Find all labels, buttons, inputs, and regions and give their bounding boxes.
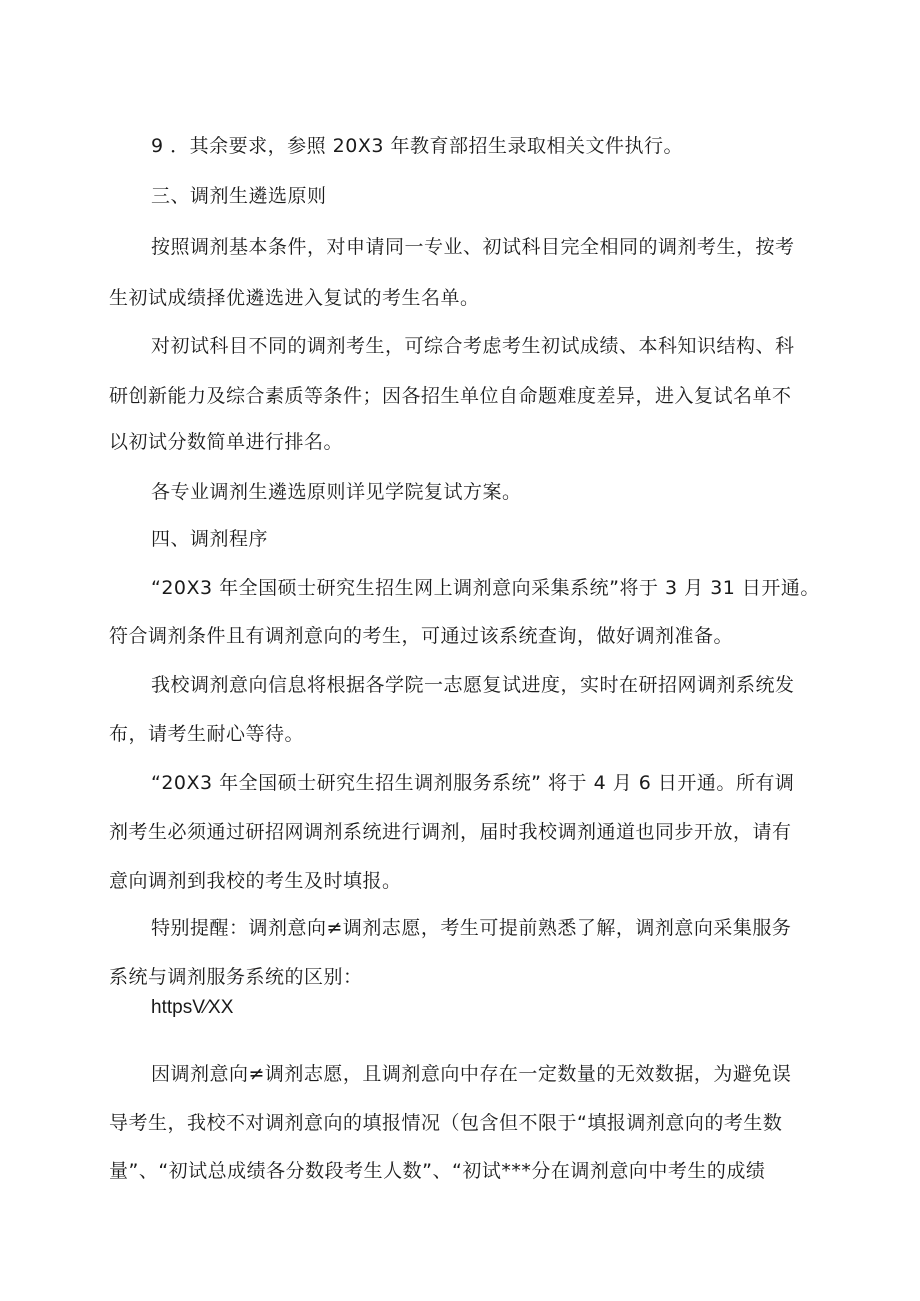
paragraph-line-14: “20X3 年全国硕士研究生招生调剂服务系统” 将于 4 月 6 日开通。所有调 (151, 772, 795, 794)
url-link[interactable]: httpsV∕XX (151, 997, 234, 1018)
paragraph-line-12: 我校调剂意向信息将根据各学院一志愿复试进度，实时在研招网调剂系统发 (151, 674, 795, 696)
paragraph-line-21: 导考生，我校不对调剂意向的填报情况（包含但不限于“填报调剂意向的考生数 (109, 1112, 783, 1134)
paragraph-line-1: 9 ．其余要求，参照 20X3 年教育部招生录取相关文件执行。 (151, 135, 683, 157)
paragraph-line-13: 布，请考生耐心等待。 (109, 723, 305, 745)
paragraph-line-6: 研创新能力及综合素质等条件；因各招生单位自命题难度差异，进入复试名单不 (109, 385, 792, 407)
paragraph-line-4: 生初试成绩择优遴选进入复试的考生名单。 (109, 287, 480, 309)
paragraph-line-15: 剂考生必须通过研招网调剂系统进行调剂，届时我校调剂通道也同步开放，请有 (109, 821, 792, 843)
paragraph-line-5: 对初试科目不同的调剂考生，可综合考虑考生初试成绩、本科知识结构、科 (151, 335, 795, 357)
paragraph-line-16: 意向调剂到我校的考生及时填报。 (109, 870, 402, 892)
paragraph-line-22: 量”、“初试总成绩各分数段考生人数”、“初试***分在调剂意向中考生的成绩 (109, 1160, 766, 1182)
section-heading-4: 四、调剂程序 (151, 528, 269, 550)
paragraph-line-7: 以初试分数简单进行排名。 (109, 431, 344, 453)
section-heading-3: 三、调剂生遴选原则 (151, 185, 327, 207)
paragraph-line-18: 系统与调剂服务系统的区别： (109, 966, 363, 988)
paragraph-line-10: “20X3 年全国硕士研究生招生网上调剂意向采集系统”将于 3 月 31 日开通。 (151, 577, 820, 599)
paragraph-line-3: 按照调剂基本条件，对申请同一专业、初试科目完全相同的调剂考生，按考 (151, 236, 795, 258)
paragraph-line-20: 因调剂意向≠调剂志愿，且调剂意向中存在一定数量的无效数据，为避免误 (151, 1063, 792, 1085)
paragraph-line-8: 各专业调剂生遴选原则详见学院复试方案。 (151, 481, 522, 503)
paragraph-line-11: 符合调剂条件且有调剂意向的考生，可通过该系统查询，做好调剂准备。 (109, 625, 734, 647)
paragraph-line-17: 特别提醒：调剂意向≠调剂志愿，考生可提前熟悉了解，调剂意向采集服务 (151, 917, 792, 939)
